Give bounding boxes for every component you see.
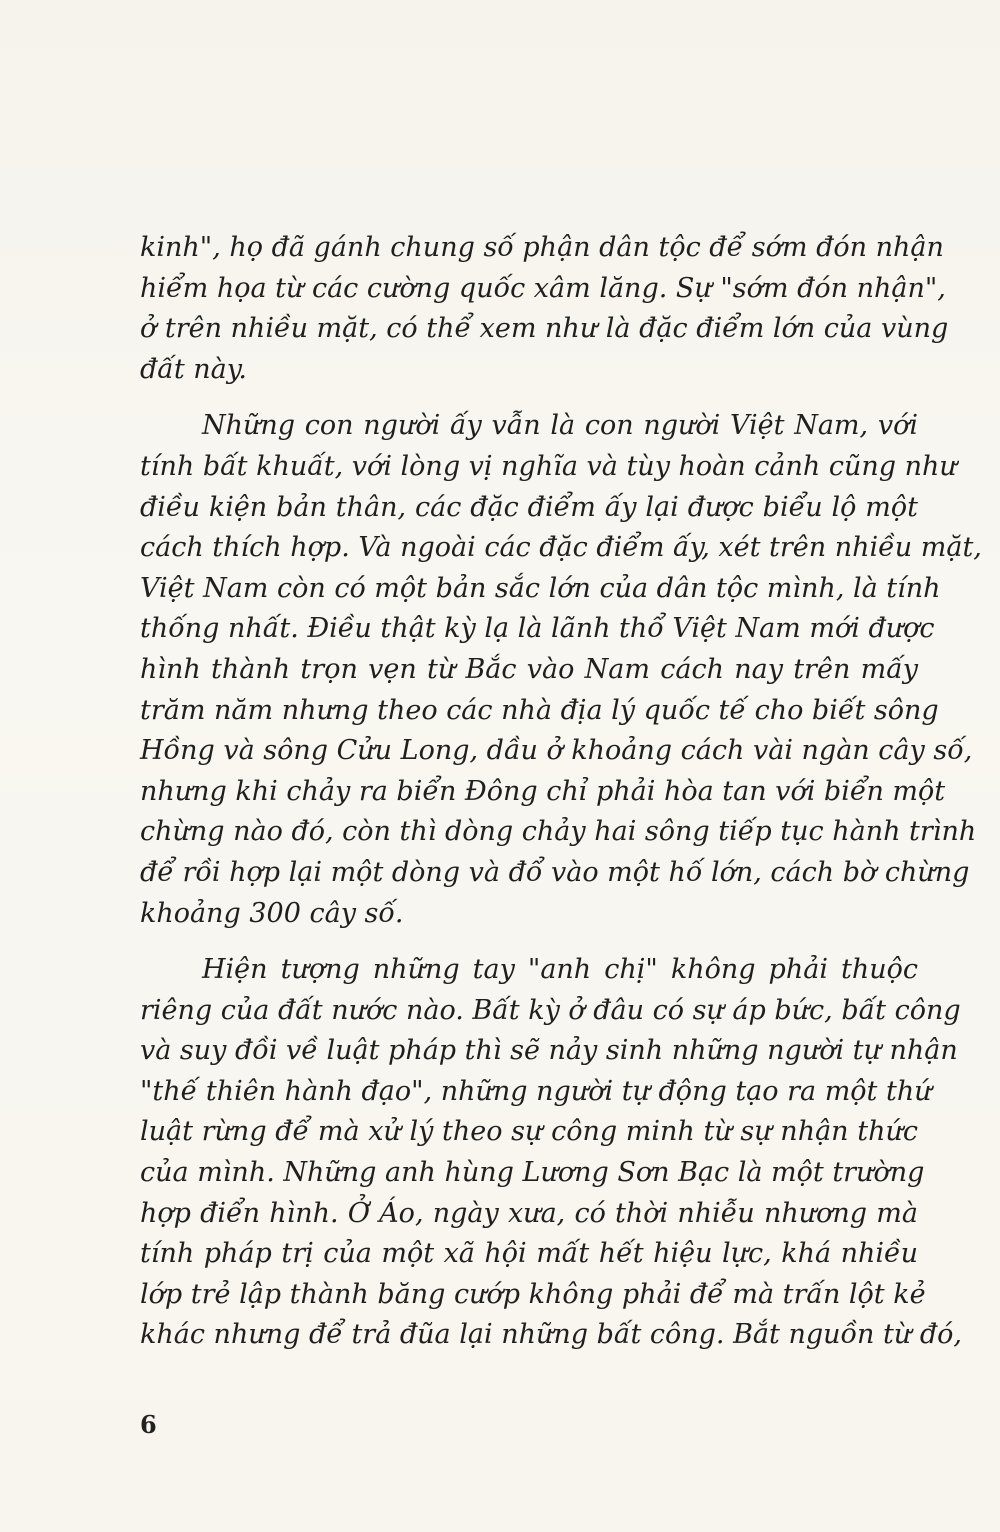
text-line: điều kiện bản thân, các đặc điểm ấy lại được biểu lộ một — [140, 491, 918, 523]
text-line: "thế thiên hành đạo", những người tự động tạo ra một thứ — [140, 1075, 932, 1107]
text-line: cách thích hợp. Và ngoài các đặc điểm ấy, xét trên nhiều mặt, — [140, 532, 982, 564]
text-line: hiểm họa từ các cường quốc xâm lăng. Sự "sớm đón nhận", — [140, 272, 946, 304]
text-line: tính bất khuất, với lòng vị nghĩa và tùy hoàn cảnh cũng như — [140, 450, 957, 482]
page-number: 6 — [140, 1410, 157, 1439]
text-line: lớp trẻ lập thành băng cướp không phải để mà trấn lột kẻ — [140, 1278, 926, 1310]
text-line: kinh", họ đã gánh chung số phận dân tộc để sớm đón nhận — [140, 232, 944, 263]
body-text — [140, 228, 982, 1356]
text-line: Những con người ấy vẫn là con người Việt Nam, với — [202, 410, 918, 442]
paragraph — [140, 406, 982, 934]
text-line: chừng nào đó, còn thì dòng chảy hai sông tiếp tục hành trình — [140, 816, 977, 848]
text-line: nhưng khi chảy ra biển Đông chỉ phải hòa tan với biển một — [140, 775, 946, 807]
text-line: hình thành trọn vẹn từ Bắc vào Nam cách nay trên mấy — [140, 653, 918, 685]
text-line: hợp điển hình. Ở Áo, ngày xưa, có thời nhiễu nhương mà — [140, 1197, 918, 1229]
text-line: đất này. — [140, 353, 247, 385]
text-line: khoảng 300 cây số. — [140, 897, 404, 929]
text-line: Hiện tượng những tay "anh chị" không phải thuộc — [202, 954, 918, 986]
text-line: tính pháp trị của một xã hội mất hết hiệu lực, khá nhiều — [140, 1238, 918, 1270]
paragraph — [140, 228, 949, 390]
text-line: thống nhất. Điều thật kỳ lạ là lãnh thổ Việt Nam mới được — [140, 613, 935, 645]
text-line: và suy đồi về luật pháp thì sẽ nảy sinh những người tự nhận — [140, 1035, 958, 1067]
text-line: Việt Nam còn có một bản sắc lớn của dân tộc mình, là tính — [140, 572, 941, 604]
text-line: ở trên nhiều mặt, có thể xem như là đặc điểm lớn của vùng — [140, 313, 949, 345]
text-line: luật rừng để mà xử lý theo sự công minh từ sự nhận thức — [140, 1116, 918, 1148]
text-line: để rồi hợp lại một dòng và đổ vào một hố lớn, cách bờ chừng — [140, 856, 970, 888]
text-line: khác nhưng để trả đũa lại những bất công. Bắt nguồn từ đó, — [140, 1319, 962, 1351]
text-line: của mình. Những anh hùng Lương Sơn Bạc là một trường — [140, 1157, 925, 1189]
text-line: Hồng và sông Cửu Long, dầu ở khoảng cách vài ngàn cây số, — [140, 735, 973, 767]
text-line: trăm năm nhưng theo các nhà địa lý quốc tế cho biết sông — [140, 694, 939, 726]
paragraph — [140, 950, 962, 1356]
text-line: riêng của đất nước nào. Bất kỳ ở đâu có sự áp bức, bất công — [140, 994, 961, 1026]
